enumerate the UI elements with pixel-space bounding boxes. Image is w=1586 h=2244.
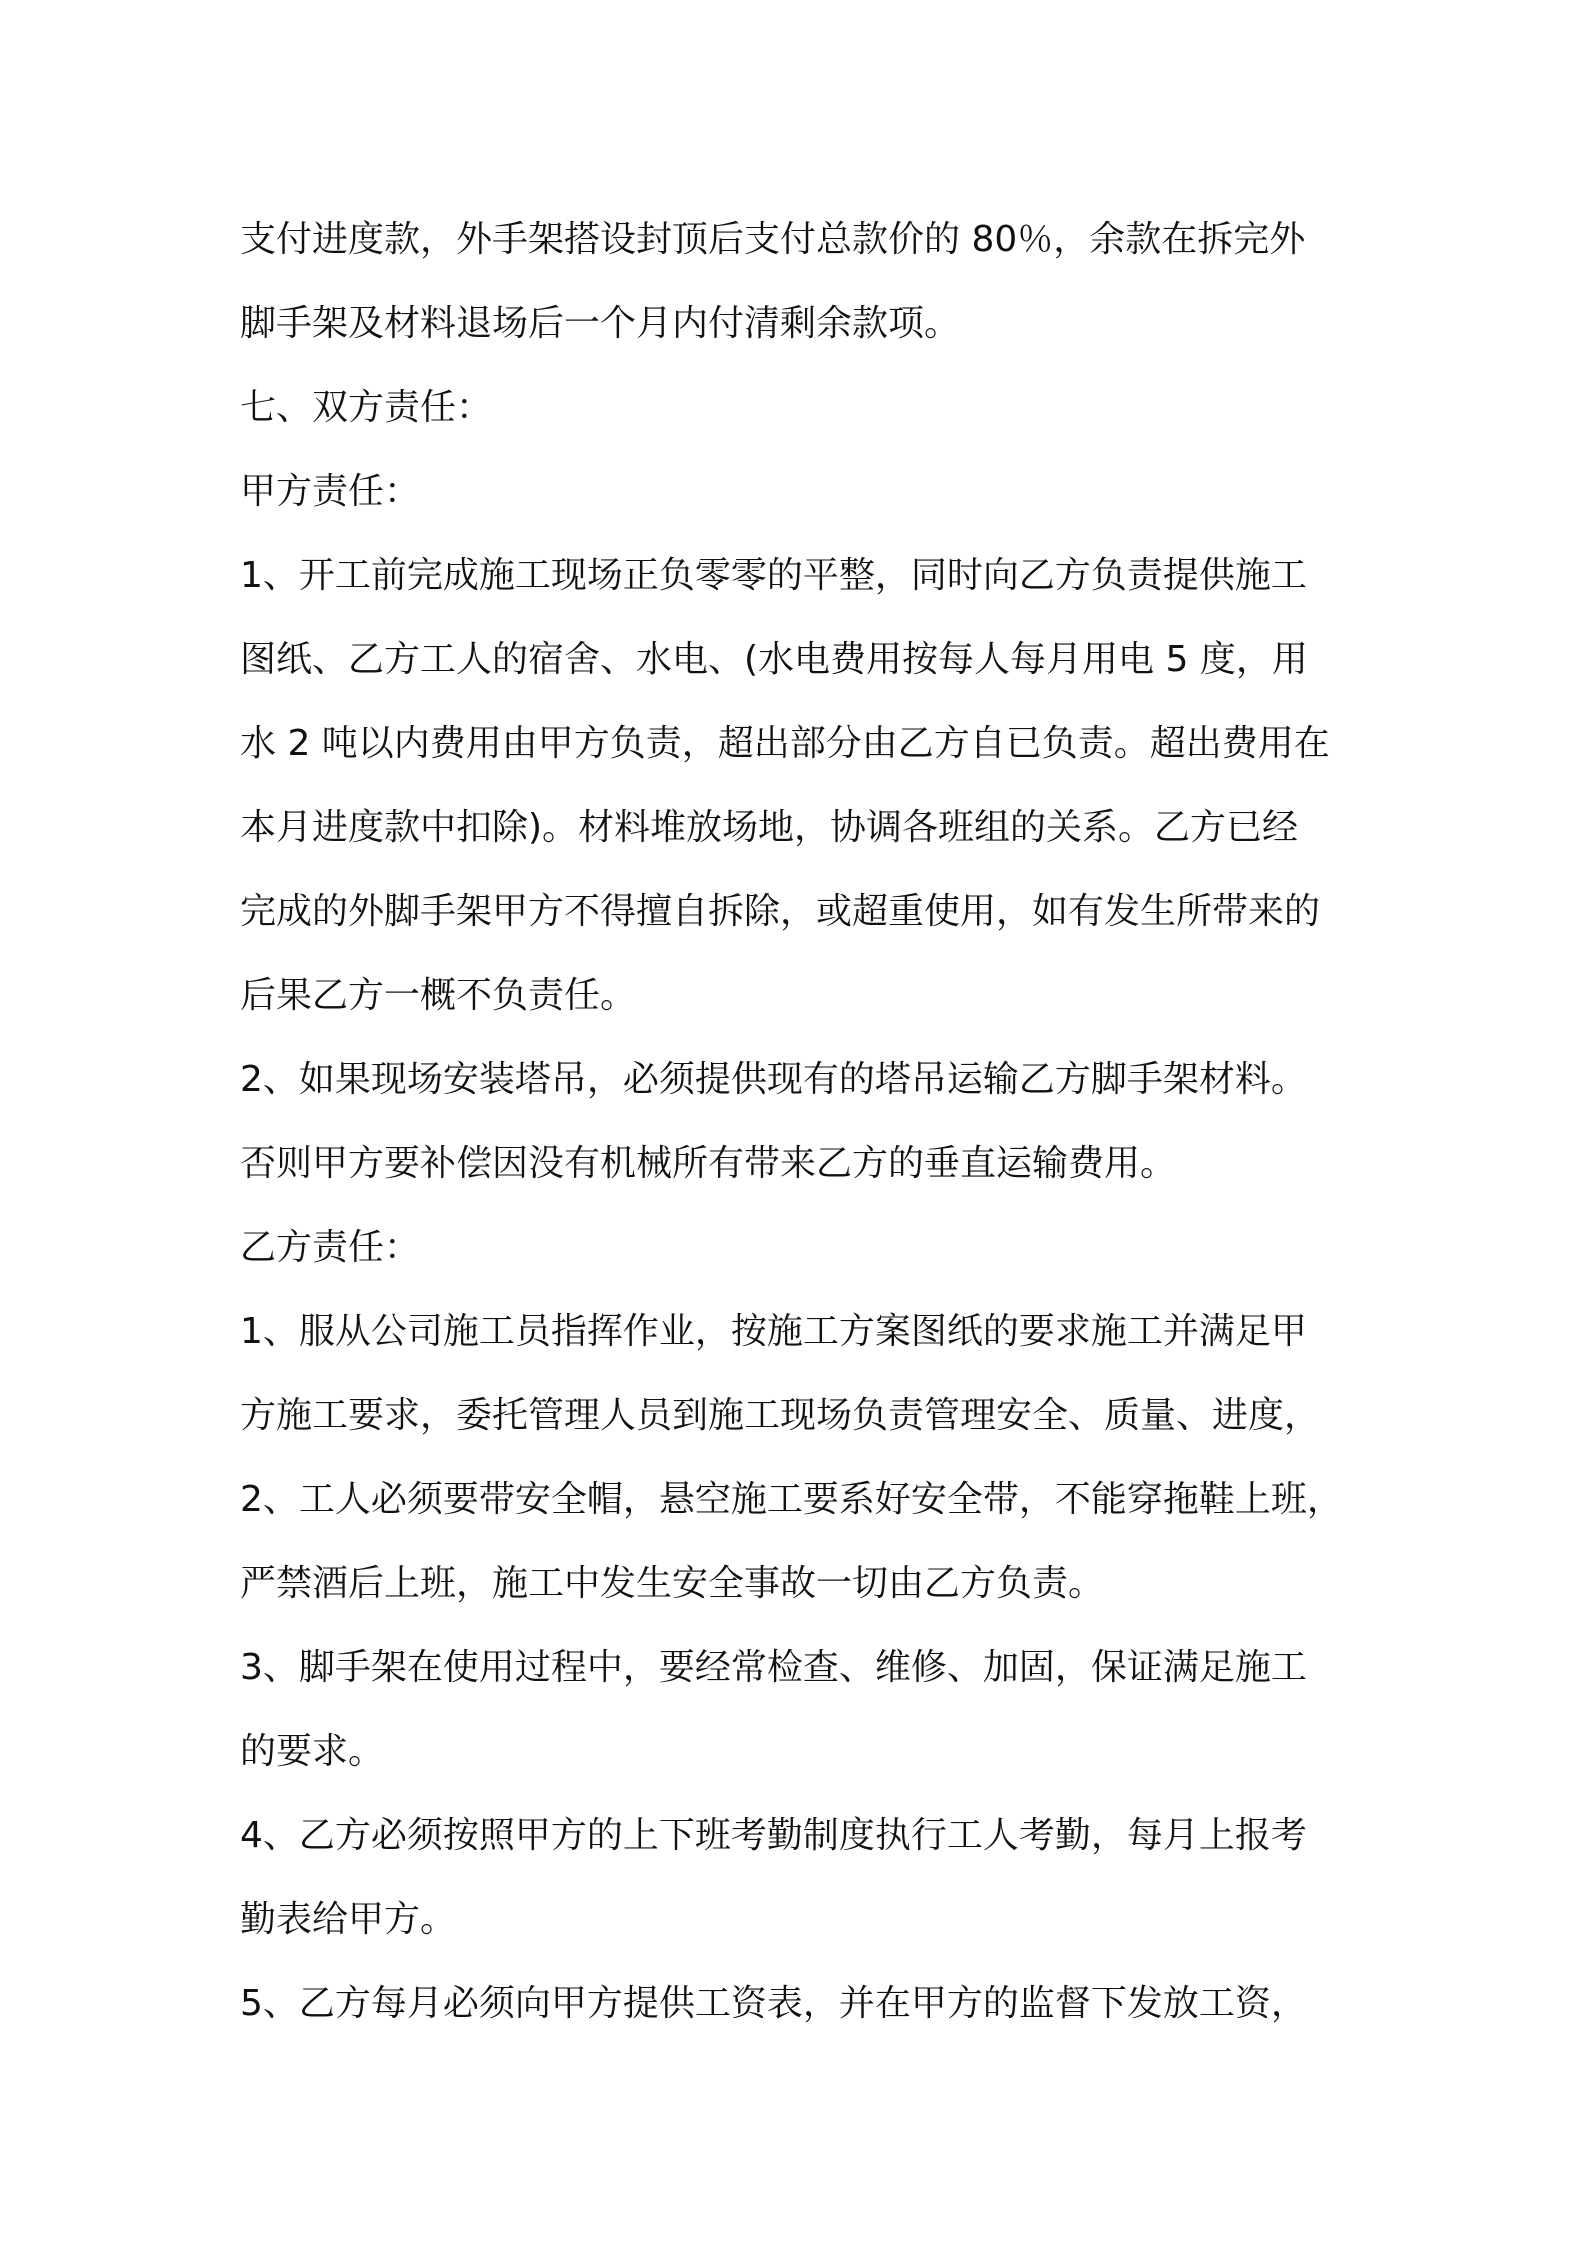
contract-text-body <box>240 198 1376 2046</box>
section-heading: 七、双方责任： <box>240 387 493 428</box>
text-line: 2、如果现场安装塔吊，必须提供现有的塔吊运输乙方脚手架材料。 <box>240 1059 1307 1100</box>
text-line: 2、工人必须要带安全帽，悬空施工要系好安全带，不能穿拖鞋上班， <box>240 1479 1343 1520</box>
text-line: 脚手架及材料退场后一个月内付清剩余款项。 <box>240 303 961 344</box>
party-a-heading: 甲方责任： <box>240 471 421 512</box>
text-line: 勤表给甲方。 <box>240 1899 457 1940</box>
text-line: 1、开工前完成施工现场正负零零的平整，同时向乙方负责提供施工 <box>240 555 1307 596</box>
text-line: 完成的外脚手架甲方不得擅自拆除，或超重使用，如有发生所带来的 <box>240 891 1321 932</box>
text-line: 4、乙方必须按照甲方的上下班考勤制度执行工人考勤，每月上报考 <box>240 1815 1307 1856</box>
text-line: 支付进度款，外手架搭设封顶后支付总款价的 80％，余款在拆完外 <box>240 219 1306 260</box>
text-line: 图纸、乙方工人的宿舍、水电、(水电费用按每人每月用电 5 度，用 <box>240 639 1308 680</box>
text-line: 1、服从公司施工员指挥作业，按施工方案图纸的要求施工并满足甲 <box>240 1311 1307 1352</box>
text-line: 本月进度款中扣除)。材料堆放场地，协调各班组的关系。乙方已经 <box>240 807 1299 848</box>
text-line: 的要求。 <box>240 1731 385 1772</box>
text-line: 3、脚手架在使用过程中，要经常检查、维修、加固，保证满足施工 <box>240 1647 1307 1688</box>
party-b-heading: 乙方责任： <box>240 1227 421 1268</box>
text-line: 后果乙方一概不负责任。 <box>240 975 637 1016</box>
text-line: 方施工要求，委托管理人员到施工现场负责管理安全、质量、进度， <box>240 1395 1321 1436</box>
text-line: 严禁酒后上班，施工中发生安全事故一切由乙方负责。 <box>240 1563 1105 1604</box>
text-line: 水 2 吨以内费用由甲方负责，超出部分由乙方自已负责。超出费用在 <box>240 723 1330 764</box>
text-line: 5、乙方每月必须向甲方提供工资表，并在甲方的监督下发放工资， <box>240 1983 1307 2024</box>
text-line: 否则甲方要补偿因没有机械所有带来乙方的垂直运输费用。 <box>240 1143 1177 1184</box>
